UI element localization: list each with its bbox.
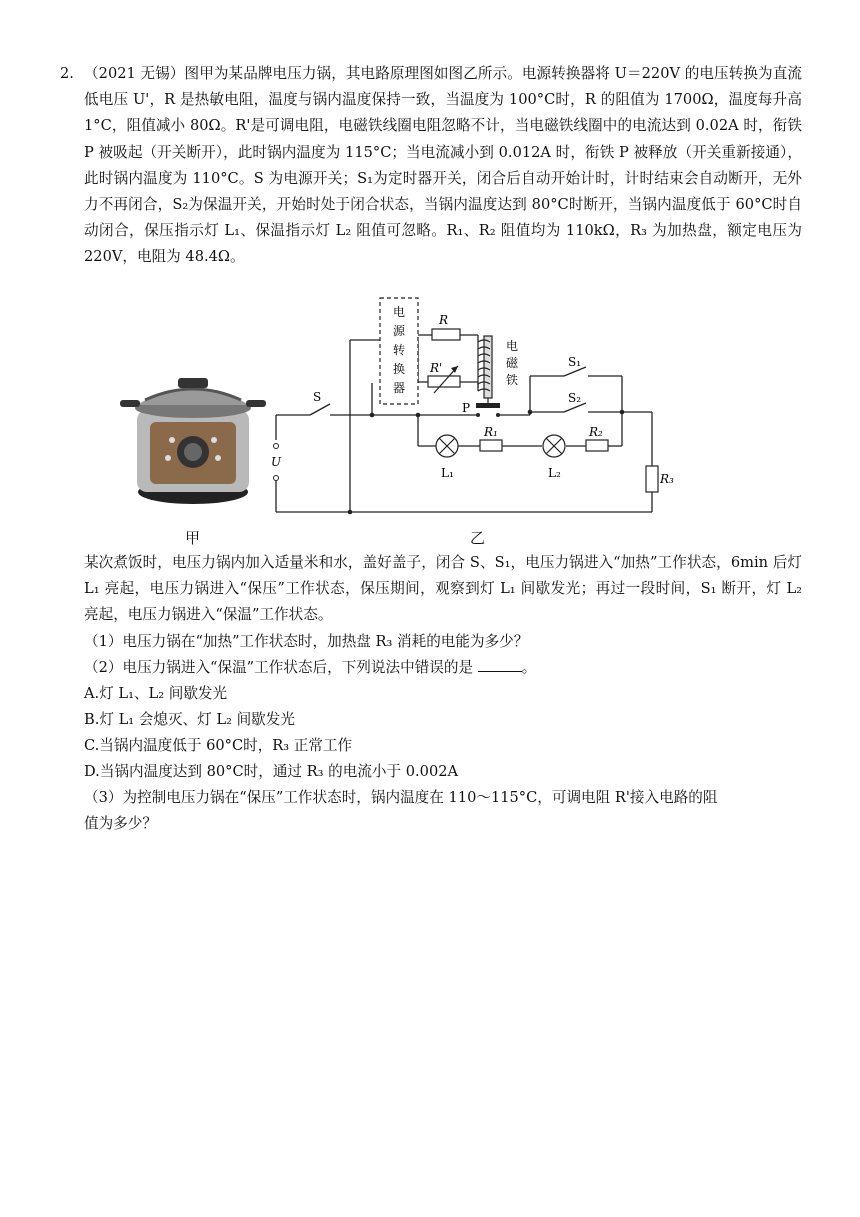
- caption-right: 乙: [470, 529, 486, 547]
- terminal-top: [274, 444, 279, 449]
- label-r2: R₂: [589, 425, 603, 439]
- sub-question-2: [84, 656, 536, 680]
- sub-question-3-line1: （3）为控制电压力锅在“保压”工作状态时，锅内温度在 110～115°C，可调电阻 R'接入电路的阻: [84, 789, 718, 806]
- label-s1: S₁: [568, 355, 582, 369]
- resistor-r2: [586, 440, 608, 451]
- question-intro: （2021 无锡）图甲为某品牌电压力锅，其电路原理图如图乙所示。电源转换器将 U＝220V 的电压转换为直流低电压 U'，R 是热敏电阻，温度与锅内温度保持一致，当温度为 100°C时，R 的阻值为 1700Ω，温度每升高 1°C，阻值减小 80Ω。R'是可调电阻，电磁铁线圈电阻忽略不计，当电磁铁线圈中的电流达到 0.02A 时，衔铁 P 被吸起（开关断开），此时锅内温度为 115°C；当电流减小到 0.012A 时，衔铁 P 被释放（开关重新接通），此时锅内温度为 110°C。S 为电源开关；S₁为定时器开关，闭合后自动开始计时，计时结束会自动断开，无外力不再闭合，S₂为保温开关，开始时处于闭合状态，当锅内温度达到 80°C时断开，当锅内温度低于 60°C时自动闭合，保压指示灯 L₁、保温指示灯 L₂ 阻值可忽略。R₁、R₂ 阻值均为 110kΩ，R₃ 为加热盘，额定电压为 220V，电阻为 48.4Ω。: [84, 65, 802, 266]
- label-r3: R₃: [660, 472, 674, 486]
- label-u: U: [271, 455, 282, 469]
- label-l2: L₂: [548, 466, 561, 480]
- circuit-wires: [276, 335, 652, 512]
- converter-label-5: 器: [392, 381, 406, 395]
- caption-left: 甲: [185, 529, 201, 547]
- converter-label-2: 源: [392, 324, 406, 338]
- magnet-label-3: 铁: [506, 373, 519, 387]
- label-l1: L₁: [441, 466, 454, 480]
- electromagnet: [478, 336, 492, 398]
- magnet-label-1: 电: [506, 339, 519, 353]
- label-r1: R₁: [484, 425, 498, 439]
- option-d: D.当锅内温度达到 80°C时，通过 R₃ 的电流小于 0.002A: [84, 763, 459, 780]
- sub-question-2-end: 。: [521, 659, 537, 676]
- resistor-r: [432, 329, 460, 340]
- sub-question-1: （1）电压力锅在“加热”工作状态时，加热盘 R₃ 消耗的电能为多少？: [84, 633, 529, 650]
- figure: [0, 290, 860, 550]
- converter-label-3: 转: [392, 343, 406, 357]
- answer-blank: [478, 657, 522, 672]
- label-s2: S₂: [568, 391, 582, 405]
- option-a: A.灯 L₁、L₂ 间歇发光: [84, 685, 228, 702]
- label-r: R: [439, 313, 449, 327]
- option-c: C.当锅内温度低于 60°C时，R₃ 正常工作: [84, 737, 353, 754]
- terminal-bottom: [274, 476, 279, 481]
- label-p: P: [462, 401, 471, 415]
- scenario-text: 某次煮饭时，电压力锅内加入适量米和水，盖好盖子，闭合 S、S₁，电压力锅进入“加热”工作状态，6min 后灯 L₁ 亮起，电压力锅进入“保压”工作状态，保压期间，观察到灯 L₁ 间歇发光；再过一段时间，S₁ 断开，灯 L₂ 亮起，电压力锅进入“保温”工作状态。: [84, 554, 802, 624]
- sub-question-3-line2: 值为多少？: [84, 815, 157, 832]
- resistor-r1: [480, 440, 502, 451]
- pressure-cooker-image: [120, 378, 266, 504]
- label-r-prime: R': [430, 361, 443, 375]
- converter-label-4: 换: [392, 362, 406, 376]
- switch-s1-s2: [564, 367, 586, 412]
- lamp-l2: [543, 435, 565, 457]
- sub-question-2-text: （2）电压力锅进入“保温”工作状态后，下列说法中错误的是: [84, 659, 474, 676]
- armature-p: [476, 398, 500, 417]
- magnet-label-2: 磁: [506, 356, 519, 370]
- resistor-r3: [646, 466, 658, 492]
- question-number: 2.: [60, 65, 74, 82]
- lamp-l1: [436, 435, 458, 457]
- label-s: S: [313, 390, 322, 404]
- converter-label-1: 电: [392, 305, 406, 319]
- option-b: B.灯 L₁ 会熄灭、灯 L₂ 间歇发光: [84, 711, 295, 728]
- switch-s: [310, 404, 330, 415]
